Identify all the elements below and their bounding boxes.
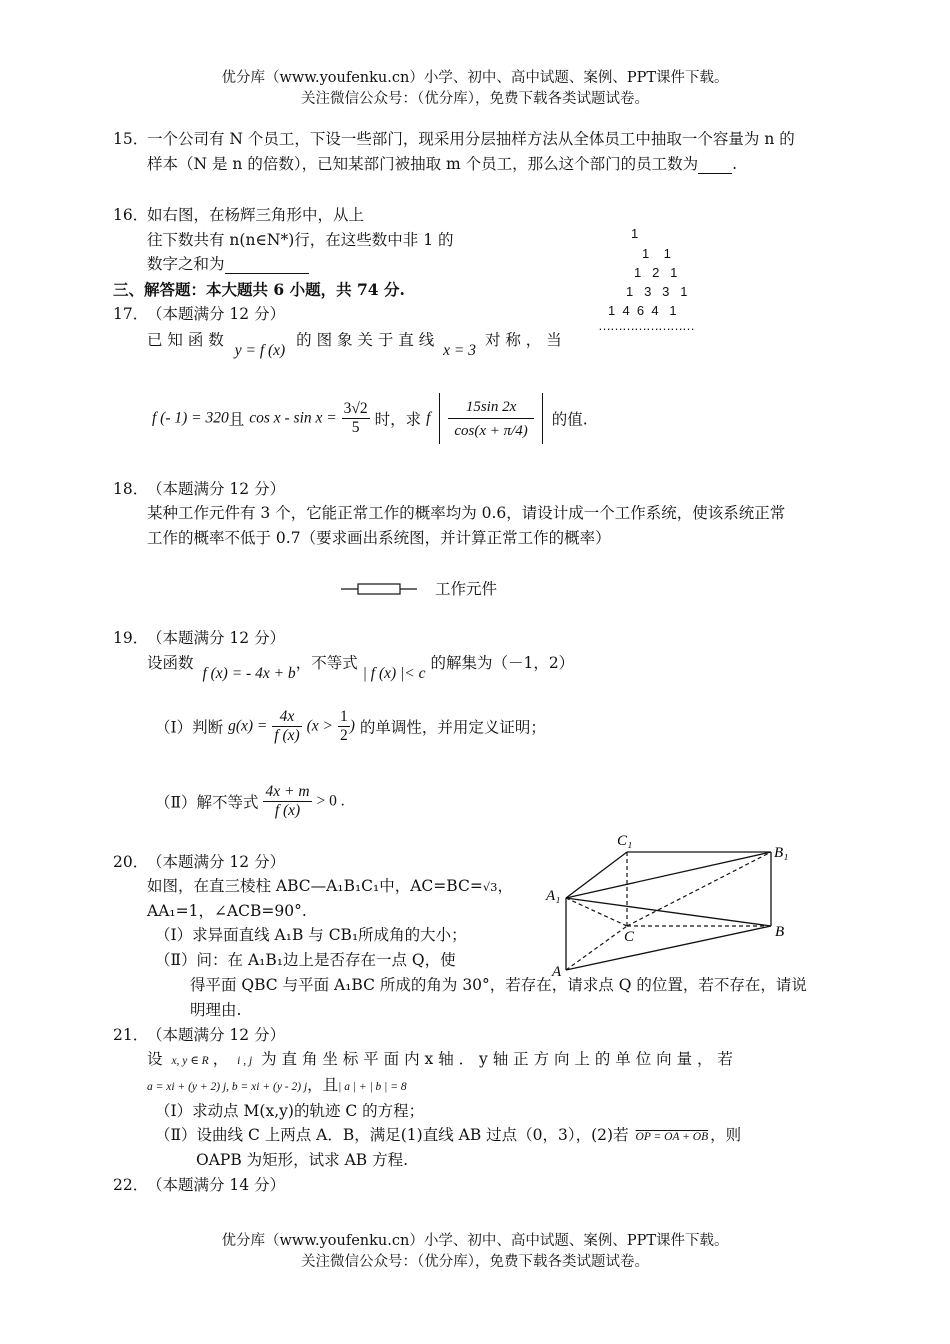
q21-part-1: （Ⅰ）求动点 M(x,y)的轨迹 C 的方程； — [155, 1102, 425, 1120]
q21-part-2-line-2: OAPB 为矩形，试求 AB 方程. — [196, 1151, 409, 1169]
diag-a1-b — [566, 898, 771, 926]
q21-score: （本题满分 12 分） — [147, 1026, 286, 1044]
q18-score: （本题满分 12 分） — [147, 480, 286, 498]
pascal-row-3: 1 2 1 — [634, 265, 678, 280]
footer-line-2: 关注微信公众号：（优分库），免费下载各类试题试卷。 — [301, 1254, 649, 1270]
q17-number: 17． — [113, 305, 149, 323]
q21-line-1: 设 x, y ∈ R ， i , j 为 直 角 坐 标 平 面 内 x 轴 ． y 轴 正 方 向 上 的 单 位 向 量 ， 若 — [147, 1050, 733, 1068]
diag-c-b1-hidden — [627, 852, 771, 926]
q20-score: （本题满分 12 分） — [147, 853, 286, 871]
q20-number: 20． — [113, 853, 149, 871]
q20-line-1: 如图，在直三棱柱 ABC—A₁B₁C₁中，AC=BC=√3， — [147, 877, 513, 895]
header-line-1: 优分库（www.youfenku.cn）小学、初中、高中试题、案例、PPT课件下载。 — [221, 70, 729, 86]
work-element-symbol — [338, 580, 420, 598]
q20-part-2-line-1: （Ⅱ）问：在 A₁B₁边上是否存在一点 Q，使 — [155, 951, 456, 969]
pascal-row-5: 1 4 6 4 1 — [608, 303, 677, 318]
q20-part-1: （Ⅰ）求异面直线 A₁B 与 CB₁所成角的大小； — [155, 926, 467, 944]
q21-part-2-line-1: （Ⅱ）设曲线 C 上两点 A．B，满足(1)直线 AB 过点（0，3），(2)若 OP = OA + OB ，则 — [155, 1126, 742, 1144]
q16-answer-blank — [225, 255, 309, 274]
q22-number: 22． — [113, 1176, 149, 1194]
q15-line-1: 一个公司有 N 个员工，下设一些部门，现采用分层抽样方法从全体员工中抽取一个容量为 n 的 — [147, 130, 795, 148]
q20-part-2-line-2: 得平面 QBC 与平面 A₁BC 所成的角为 30°，若存在，请求点 Q 的位置，若不存在，请说 — [190, 976, 807, 994]
q20-part-2-line-3: 明理由. — [190, 1001, 242, 1019]
header-line-2: 关注微信公众号：（优分库），免费下载各类试题试卷。 — [301, 91, 649, 107]
q22-score: （本题满分 14 分） — [147, 1176, 286, 1194]
label-b: B — [775, 924, 785, 940]
section-3-title: 三、解答题：本大题共 6 小题，共 74 分. — [113, 280, 405, 299]
q17-score: （本题满分 12 分） — [147, 305, 286, 323]
pascal-row-4: 1 3 3 1 — [626, 284, 688, 299]
q21-line-2: a = xi + (y + 2) j, b = xi + (y - 2) j，且| a | + | b | = 8 — [147, 1076, 407, 1094]
q17-line-1: 已 知 函 数 y = f (x) 的 图 象 关 于 直 线 x = 3 对 称 ， 当 — [147, 331, 562, 359]
label-a: A — [552, 964, 562, 978]
work-element-label: 工作元件 — [435, 580, 498, 598]
pascal-ellipsis: …………………… — [598, 318, 694, 333]
q17-cond-fraction: $\frac{3√2}{5}$ — [343, 400, 368, 436]
label-b1: B₁ — [774, 845, 789, 861]
q15-number: 15． — [113, 130, 149, 148]
label-c1: C₁ — [617, 833, 633, 849]
q15-line-2: 样本（N 是 n 的倍数），已知某部门被抽取 m 个员工，那么这个部门的员工数为 . — [147, 155, 738, 173]
q19-part-1: （Ⅰ）判断 g(x) = $\frac{4x}{f (x)}$ (x > $\frac{1}{2}$ ) 的单调性，并用定义证明； — [155, 708, 546, 744]
q21-number: 21． — [113, 1026, 149, 1044]
q18-number: 18． — [113, 480, 149, 498]
q16-line-2: 往下数共有 n(n∈N*)行，在这些数中非 1 的 — [147, 231, 454, 249]
q19-number: 19． — [113, 629, 149, 647]
q18-line-2: 工作的概率不低于 0.7（要求画出系统图，并计算正常工作的概率） — [147, 529, 611, 547]
q19-part-2: （Ⅱ）解不等式 $\frac{4x + m}{f (x)}$ > 0 . — [155, 783, 345, 819]
pascal-row-1: 1 — [631, 226, 639, 241]
q16-number: 16． — [113, 206, 149, 224]
q15-answer-blank — [698, 155, 732, 174]
q16-line-1: 如右图，在杨辉三角形中，从上 — [147, 206, 365, 224]
q18-line-1: 某种工作元件有 3 个，它能正常工作的概率均为 0.6，请设计成一个工作系统，使该系统正常 — [147, 504, 786, 522]
q17-condition: f (- 1) = 320且 cos x - sin x = $\frac{3√2}{5}$ 时，求 f $\frac{15\sin 2x}{\cos(x + \pi/4)}$ 的值. — [152, 393, 588, 463]
pascal-row-2: 1 1 — [642, 246, 671, 261]
prism-diagram — [540, 828, 800, 978]
label-c: C — [624, 929, 635, 945]
q19-score: （本题满分 12 分） — [147, 629, 286, 647]
label-a1: A₁ — [546, 888, 561, 904]
q19-line-1: 设函数 f (x) = - 4x + b，不等式 | f (x) |< c 的解集为（－1，2） — [147, 654, 575, 682]
q16-line-3: 数字之和为 — [147, 252, 309, 274]
q20-line-2: AA₁=1，∠ACB=90°. — [147, 902, 307, 920]
q17-bracket-expr: $\frac{15\sin 2x}{\cos(x + \pi/4)}$ — [439, 393, 542, 444]
footer-line-1: 优分库（www.youfenku.cn）小学、初中、高中试题、案例、PPT课件下载。 — [221, 1233, 729, 1249]
